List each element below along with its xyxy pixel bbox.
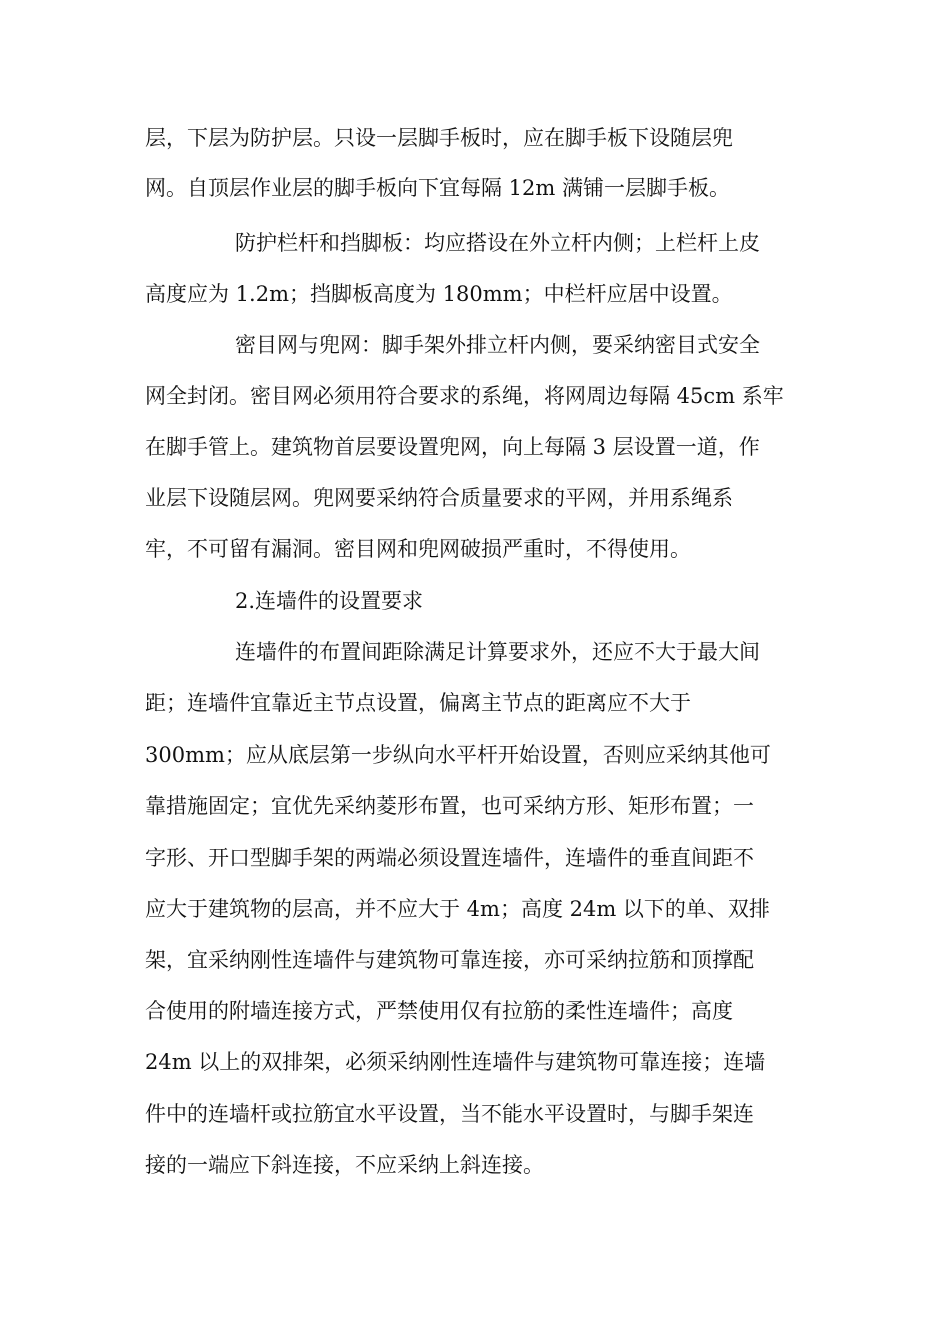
text-line: 件中的连墙杆或拉筋宜水平设置，当不能水平设置时，与脚手架连 (145, 1102, 754, 1126)
text-line: 密目网与兜网：脚手架外排立杆内侧，要采纳密目式安全 (235, 333, 760, 357)
text-line: 在脚手管上。建筑物首层要设置兜网，向上每隔 3 层设置一道，作 (145, 435, 760, 459)
text-line: 网。自顶层作业层的脚手板向下宜每隔 12m 满铺一层脚手板。 (145, 176, 730, 200)
text-line: 业层下设随层网。兜网要采纳符合质量要求的平网，并用系绳系 (145, 486, 733, 510)
text-line: 接的一端应下斜连接，不应采纳上斜连接。 (145, 1153, 544, 1177)
text-line: 字形、开口型脚手架的两端必须设置连墙件，连墙件的垂直间距不 (145, 846, 754, 870)
text-line: 距；连墙件宜靠近主节点设置，偏离主节点的距离应不大于 (145, 691, 691, 715)
section-heading: 2.连墙件的设置要求 (235, 589, 424, 613)
text-line: 防护栏杆和挡脚板：均应搭设在外立杆内侧；上栏杆上皮 (235, 231, 760, 255)
text-line: 网全封闭。密目网必须用符合要求的系绳，将网周边每隔 45cm 系牢 (145, 384, 784, 408)
text-line: 层，下层为防护层。只设一层脚手板时，应在脚手板下设随层兜 (145, 126, 733, 150)
text-line: 合使用的附墙连接方式，严禁使用仅有拉筋的柔性连墙件；高度 (145, 999, 733, 1023)
text-line: 24m 以上的双排架，必须采纳刚性连墙件与建筑物可靠连接；连墙 (145, 1050, 766, 1074)
text-line: 应大于建筑物的层高，并不应大于 4m；高度 24m 以下的单、双排 (145, 897, 770, 921)
text-line: 靠措施固定；宜优先采纳菱形布置，也可采纳方形、矩形布置；一 (145, 794, 754, 818)
text-line: 牢，不可留有漏洞。密目网和兜网破损严重时，不得使用。 (145, 537, 691, 561)
text-line: 300mm；应从底层第一步纵向水平杆开始设置，否则应采纳其他可 (145, 743, 771, 767)
text-line: 连墙件的布置间距除满足计算要求外，还应不大于最大间 (235, 640, 760, 664)
text-line: 高度应为 1.2m；挡脚板高度为 180mm；中栏杆应居中设置。 (145, 282, 733, 306)
text-line: 架，宜采纳刚性连墙件与建筑物可靠连接，亦可采纳拉筋和顶撑配 (145, 948, 754, 972)
